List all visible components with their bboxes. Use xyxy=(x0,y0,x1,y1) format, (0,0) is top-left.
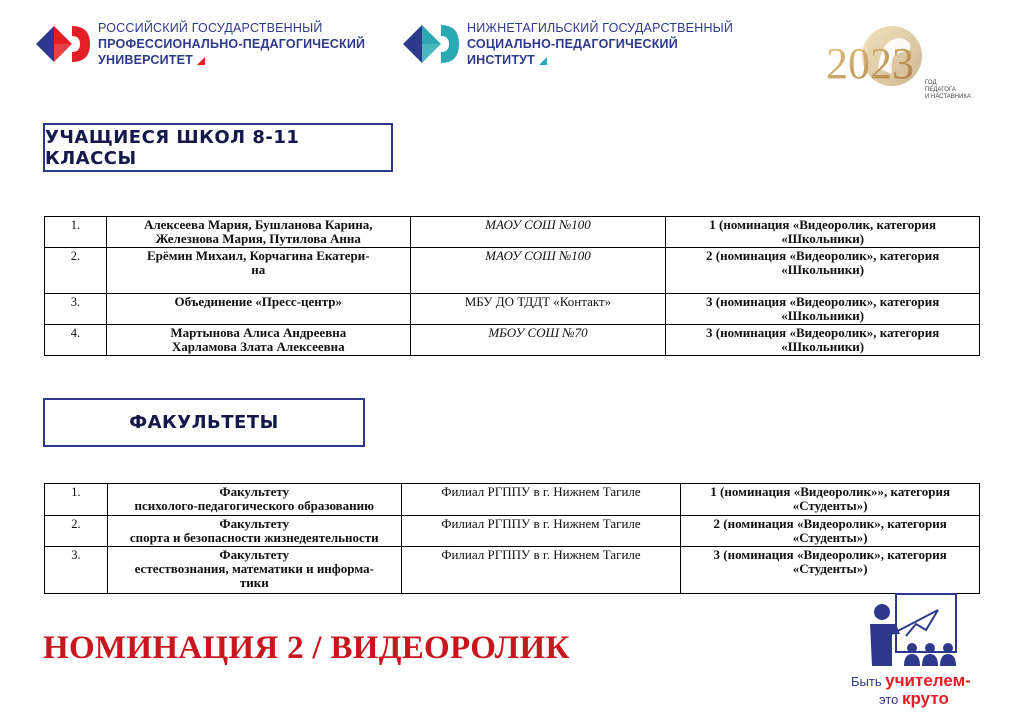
organization: МАОУ СОШ №100 xyxy=(485,248,591,263)
rgppu-logo xyxy=(36,20,365,68)
place-result: 3 (номинация «Видеоролик», категория xyxy=(706,294,940,309)
organization: Филиал РГППУ в г. Нижнем Тагиле xyxy=(441,516,641,531)
num: 4. xyxy=(70,326,81,340)
organization-cell xyxy=(401,516,681,547)
num-cell xyxy=(45,516,108,547)
ntgspi-line3: ИНСТИТУТ xyxy=(467,53,535,67)
table-row xyxy=(45,294,980,325)
place-result: «Студенты») xyxy=(792,530,868,545)
rgppu-emblem-icon xyxy=(36,22,90,66)
place-result-cell xyxy=(681,516,980,547)
table-row xyxy=(45,547,980,594)
year-caption-3: И НАСТАВНИКА xyxy=(925,94,971,100)
faculties-section-title: ФАКУЛЬТЕТЫ xyxy=(43,398,365,447)
num-cell xyxy=(45,325,107,356)
num-cell xyxy=(45,248,107,294)
place-result-cell xyxy=(681,547,980,594)
num: 2. xyxy=(71,517,81,531)
organization-cell xyxy=(410,217,666,248)
schools-table xyxy=(44,216,980,356)
slogan-part1: Быть xyxy=(851,674,882,689)
participant-name: на xyxy=(251,262,266,277)
participant-name-cell xyxy=(106,294,410,325)
num-cell xyxy=(45,547,108,594)
year-caption-2: ПЕДАГОГА xyxy=(925,87,956,93)
participant-name-cell xyxy=(107,547,401,594)
rgppu-line2: ПРОФЕССИОНАЛЬНО-ПЕДАГОГИЧЕСКИЙ xyxy=(98,37,366,51)
num: 3. xyxy=(70,295,81,309)
table-row xyxy=(45,248,980,294)
ntgspi-emblem-icon xyxy=(403,21,459,67)
participant-name: Факультету xyxy=(219,484,290,499)
num-cell xyxy=(45,294,107,325)
organization: Филиал РГППУ в г. Нижнем Тагиле xyxy=(441,484,641,499)
participant-name-cell xyxy=(106,217,410,248)
num: 3. xyxy=(71,548,81,562)
participant-name: тики xyxy=(239,575,269,590)
year-of-teacher-logo xyxy=(822,16,982,106)
place-result: «Школьники) xyxy=(781,339,865,354)
participant-name: Ерёмин Михаил, Корчагина Екатери- xyxy=(146,248,370,263)
rgppu-line1: РОССИЙСКИЙ ГОСУДАРСТВЕННЫЙ xyxy=(98,21,323,35)
slogan-part3: это xyxy=(879,692,899,707)
place-result: 3 (номинация «Видеоролик», категория xyxy=(706,325,940,340)
faculties-table xyxy=(44,483,980,594)
participant-name-cell xyxy=(107,484,401,516)
place-result: «Школьники) xyxy=(781,231,865,246)
organization-cell xyxy=(401,547,681,594)
participant-name: Мартынова Алиса Андреевна xyxy=(170,325,347,340)
place-result-cell xyxy=(666,248,980,294)
organization-cell xyxy=(410,248,666,294)
teal-triangle-icon xyxy=(539,57,547,65)
participant-name: Объединение «Пресс-центр» xyxy=(174,294,342,309)
schools-section-title: УЧАЩИЕСЯ ШКОЛ 8-11 КЛАССЫ xyxy=(43,123,393,172)
participant-name: Факультету xyxy=(219,516,290,531)
organization-cell xyxy=(410,294,666,325)
participant-name: Железнова Мария, Путилова Анна xyxy=(155,231,361,246)
place-result: «Студенты») xyxy=(792,498,868,513)
participant-name-cell xyxy=(106,325,410,356)
participant-name-cell xyxy=(107,516,401,547)
num-cell xyxy=(45,217,107,248)
participant-name: психолого-педагогического образованию xyxy=(134,498,375,513)
year-text: 2023 xyxy=(826,39,914,88)
place-result: «Школьники) xyxy=(781,262,865,277)
participant-name: Харламова Злата Алексеевна xyxy=(171,339,345,354)
place-result-cell xyxy=(681,484,980,516)
organization: МБОУ СОШ №70 xyxy=(488,325,588,340)
place-result: «Школьники) xyxy=(781,308,865,323)
table-row xyxy=(45,325,980,356)
rgppu-line3: УНИВЕРСИТЕТ xyxy=(98,53,193,67)
year-caption-1: ГОД xyxy=(925,80,937,86)
organization: Филиал РГППУ в г. Нижнем Тагиле xyxy=(441,547,641,562)
place-result: «Студенты») xyxy=(792,561,868,576)
place-result: 1 (номинация «Видеоролик»», категория xyxy=(710,484,950,499)
place-result: 2 (номинация «Видеоролик», категория xyxy=(706,248,940,263)
place-result: 1 (номинация «Видеоролик, категория xyxy=(709,217,936,232)
participant-name: спорта и безопасности жизнедеятельности xyxy=(129,530,379,545)
participant-name: естествознания, математики и информа- xyxy=(134,561,374,576)
num-cell xyxy=(45,484,108,516)
participant-name: Факультету xyxy=(219,547,290,562)
organization-cell xyxy=(410,325,666,356)
table-row xyxy=(45,484,980,516)
organization: МАОУ СОШ №100 xyxy=(485,217,591,232)
place-result-cell xyxy=(666,325,980,356)
slogan-part4: круто xyxy=(902,689,949,708)
organization: МБУ ДО ТДДТ «Контакт» xyxy=(464,294,612,309)
ntgspi-line2: СОЦИАЛЬНО-ПЕДАГОГИЧЕСКИЙ xyxy=(467,37,678,51)
ntgspi-logo xyxy=(403,20,733,68)
place-result-cell xyxy=(666,294,980,325)
num: 1. xyxy=(70,218,81,232)
slogan-part2: учителем- xyxy=(885,671,971,690)
slogan xyxy=(851,672,1001,708)
num: 2. xyxy=(70,249,81,263)
participant-name-cell xyxy=(106,248,410,294)
organization-cell xyxy=(401,484,681,516)
table-row xyxy=(45,516,980,547)
place-result-cell xyxy=(666,217,980,248)
participant-name: Алексеева Мария, Бушланова Карина, xyxy=(143,217,373,232)
table-row xyxy=(45,217,980,248)
ntgspi-line1: НИЖНЕТАГИЛЬСКИЙ ГОСУДАРСТВЕННЫЙ xyxy=(467,21,734,35)
num: 1. xyxy=(71,485,81,499)
red-triangle-icon xyxy=(197,57,205,65)
nomination-heading: НОМИНАЦИЯ 2 / ВИДЕОРОЛИК xyxy=(43,630,570,666)
place-result: 3 (номинация «Видеоролик», категория xyxy=(713,547,947,562)
place-result: 2 (номинация «Видеоролик», категория xyxy=(713,516,947,531)
